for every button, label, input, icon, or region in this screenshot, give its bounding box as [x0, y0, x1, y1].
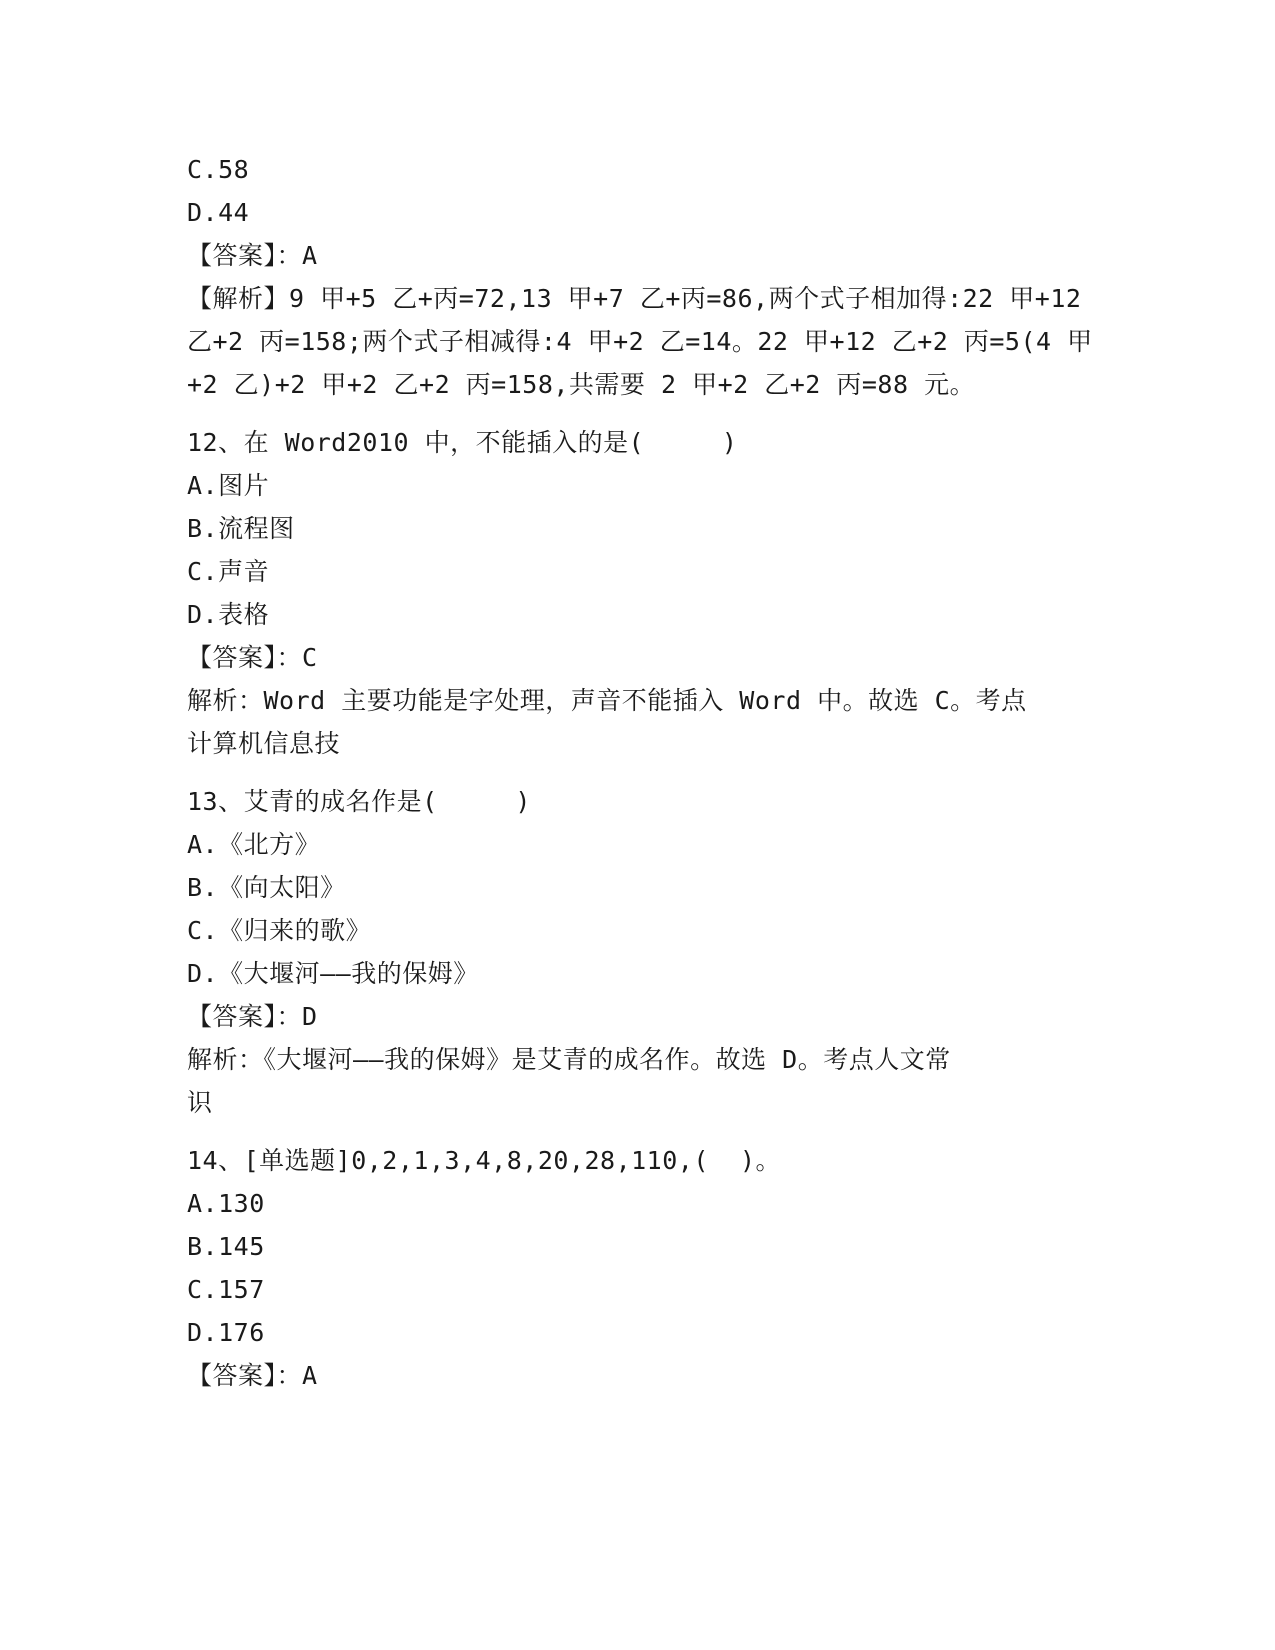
answer-line: 【答案】：D: [187, 1002, 318, 1031]
option-c: C.58: [187, 155, 250, 184]
analysis-line: 计算机信息技: [187, 729, 341, 758]
option-c: C.《归来的歌》: [187, 916, 372, 945]
question-12: [187, 421, 1087, 765]
option-d: D.表格: [187, 600, 270, 629]
answer-line: 【答案】：C: [187, 643, 318, 672]
answer-line: 【答案】：A: [187, 1361, 318, 1390]
option-d: D.176: [187, 1318, 265, 1347]
option-d: D.44: [187, 198, 250, 227]
option-a: A.图片: [187, 471, 270, 500]
question-stem: 12、在 Word2010 中，不能插入的是( ): [187, 428, 738, 457]
option-b: B.《向太阳》: [187, 873, 346, 902]
option-c: C.声音: [187, 557, 270, 586]
question-stem: 13、艾青的成名作是( ): [187, 787, 531, 816]
analysis-line: 解析：《大堰河——我的保姆》是艾青的成名作。故选 D。考点人文常: [187, 1045, 951, 1074]
analysis-line: 乙+2 丙=158;两个式子相减得:4 甲+2 乙=14。22 甲+12 乙+2 丙=5(4 甲: [187, 327, 1093, 356]
option-b: B.流程图: [187, 514, 295, 543]
option-c: C.157: [187, 1275, 265, 1304]
document-page: [187, 148, 1093, 1412]
answer-line: 【答案】：A: [187, 241, 318, 270]
question-14: [187, 1139, 1087, 1397]
analysis-line: 解析：Word 主要功能是字处理，声音不能插入 Word 中。故选 C。考点: [187, 686, 1027, 715]
option-b: B.145: [187, 1232, 265, 1261]
question-13: [187, 780, 1087, 1124]
option-a: A.130: [187, 1189, 265, 1218]
analysis-line: +2 乙)+2 甲+2 乙+2 丙=158,共需要 2 甲+2 乙+2 丙=88 元。: [187, 370, 976, 399]
question-stem: 14、[单选题]0,2,1,3,4,8,20,28,110,( )。: [187, 1146, 782, 1175]
analysis-line: 【解析】9 甲+5 乙+丙=72,13 甲+7 乙+丙=86,两个式子相加得:22 甲+12: [187, 284, 1082, 313]
question-11-tail: [187, 148, 1093, 406]
option-a: A.《北方》: [187, 830, 321, 859]
option-d: D.《大堰河——我的保姆》: [187, 959, 479, 988]
analysis-line: 识: [187, 1088, 213, 1117]
